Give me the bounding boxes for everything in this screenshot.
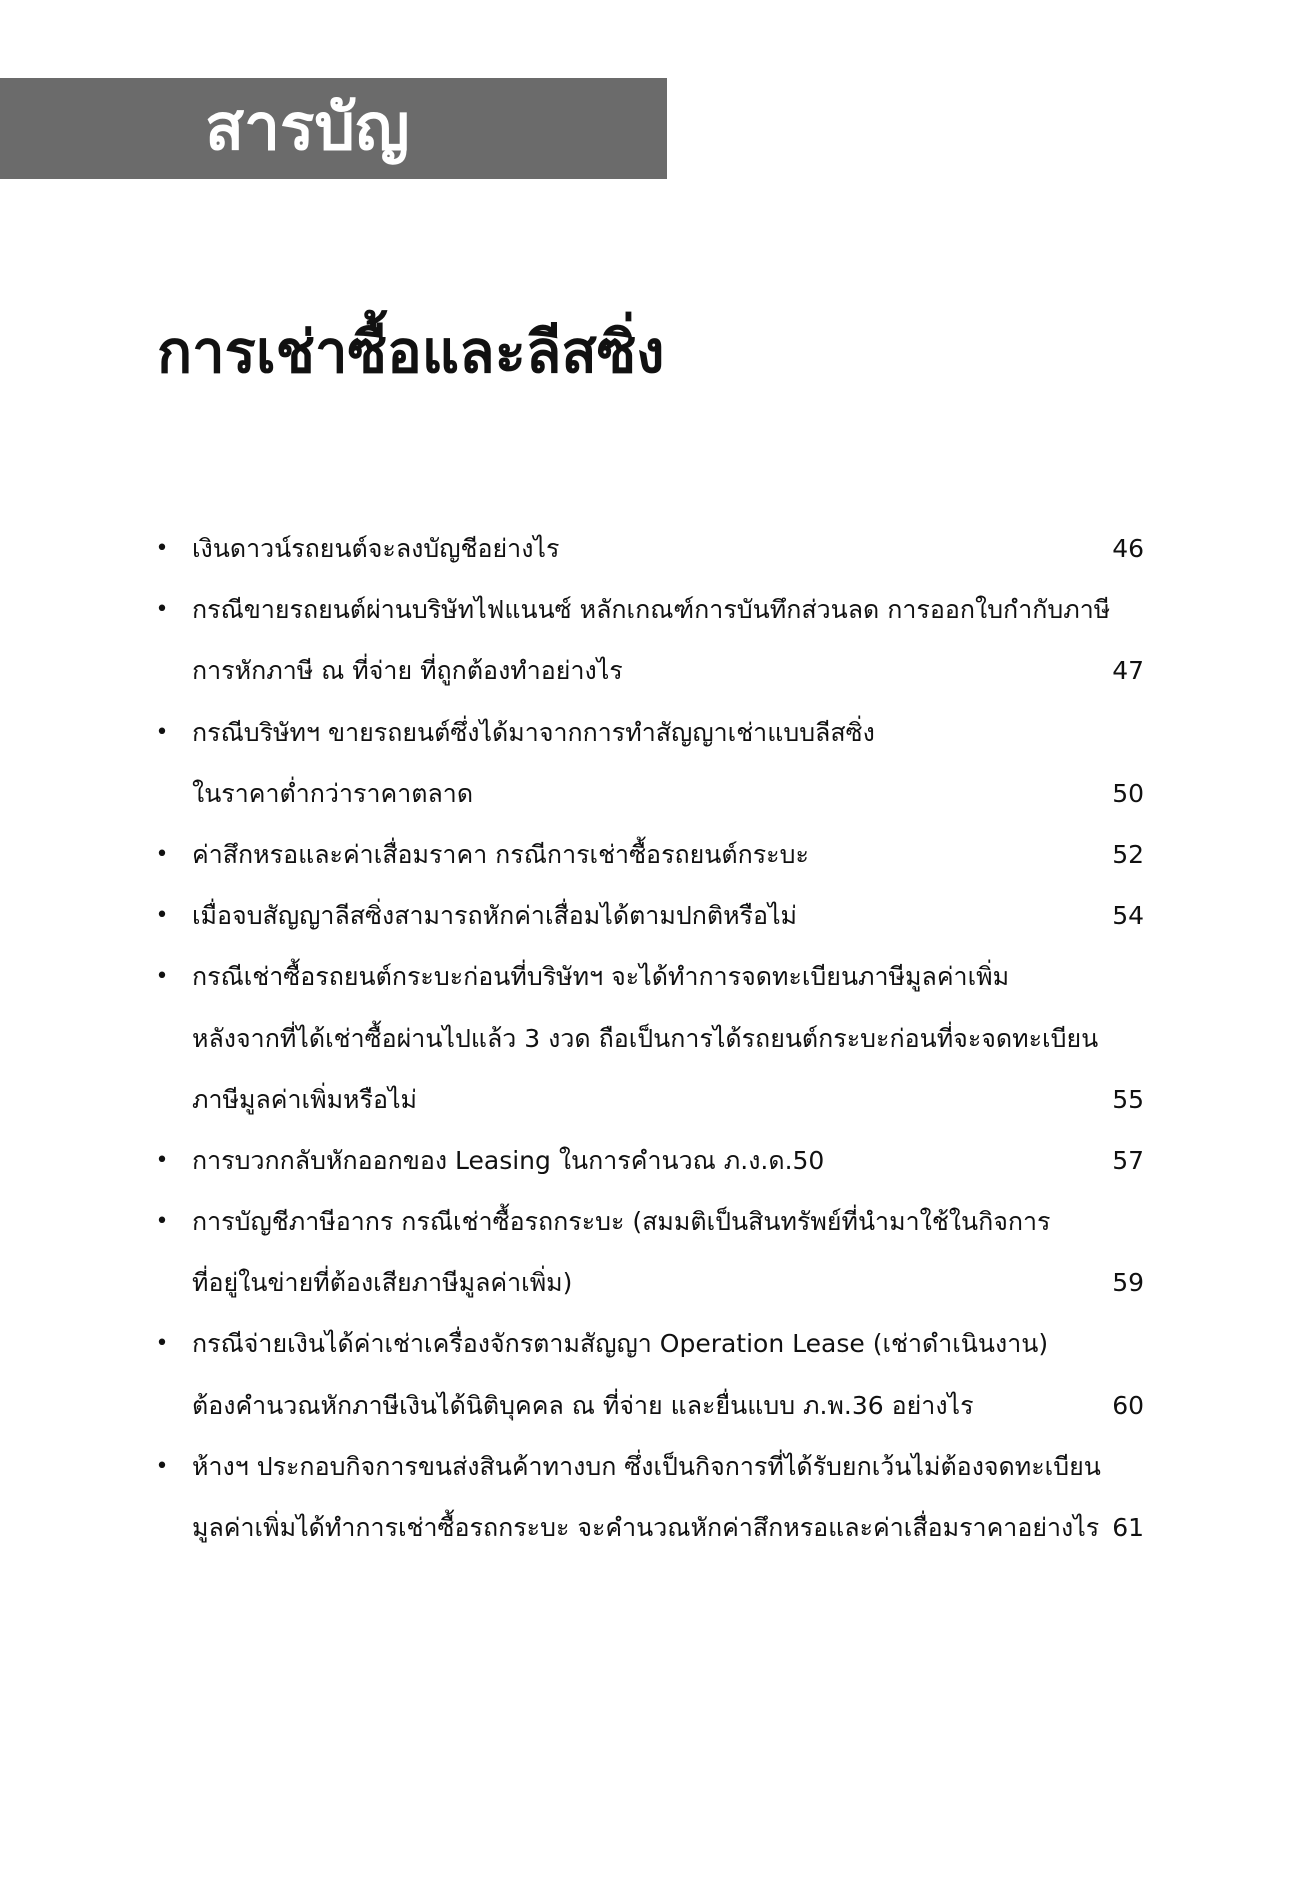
toc-entry[interactable] bbox=[152, 702, 1144, 824]
toc-page-number: 54 bbox=[1112, 901, 1144, 931]
toc-entry-text: กรณีจ่ายเงินได้ค่าเช่าเครื่องจักรตามสัญญา Operation Lease (เช่าดำเนินงาน) bbox=[192, 1329, 1049, 1359]
toc-entry-line bbox=[152, 1497, 1144, 1558]
toc-entry-line bbox=[152, 518, 1144, 579]
toc-entry-text: กรณีเช่าซื้อรถยนต์กระบะก่อนที่บริษัทฯ จะได้ทำการจดทะเบียนภาษีมูลค่าเพิ่ม bbox=[192, 962, 1010, 992]
toc-entry-line bbox=[152, 1252, 1144, 1313]
toc-entry[interactable] bbox=[152, 1436, 1144, 1558]
toc-entry-text: หลังจากที่ได้เช่าซื้อผ่านไปแล้ว 3 งวด ถือเป็นการได้รถยนต์กระบะก่อนที่จะจดทะเบียน bbox=[192, 1023, 1099, 1053]
toc-entry-line bbox=[152, 579, 1144, 640]
toc-page-number: 52 bbox=[1112, 839, 1144, 869]
toc-entry-text: ค่าสึกหรอและค่าเสื่อมราคา กรณีการเช่าซื้อรถยนต์กระบะ bbox=[192, 839, 809, 869]
toc-entry-line bbox=[152, 1375, 1144, 1436]
toc-entry-text: เงินดาวน์รถยนต์จะลงบัญชีอย่างไร bbox=[192, 534, 560, 563]
toc-entry[interactable] bbox=[152, 518, 1144, 579]
toc-page-number: 60 bbox=[1112, 1390, 1144, 1420]
toc-entry[interactable] bbox=[152, 579, 1144, 701]
toc-entry-line bbox=[152, 1436, 1144, 1497]
bullet-icon: • bbox=[155, 903, 169, 929]
toc-entry-text: การบวกกลับหักออกของ Leasing ในการคำนวณ ภ.ง.ด.50 bbox=[192, 1145, 825, 1175]
bullet-icon: • bbox=[155, 1453, 169, 1479]
toc-page-number: 59 bbox=[1112, 1268, 1144, 1298]
toc-entry-text: ที่อยู่ในข่ายที่ต้องเสียภาษีมูลค่าเพิ่ม) bbox=[192, 1268, 573, 1298]
toc-entry-line bbox=[152, 763, 1144, 824]
toc-entry-line bbox=[152, 1008, 1144, 1069]
toc-entry-text: ภาษีมูลค่าเพิ่มหรือไม่ bbox=[192, 1084, 418, 1114]
toc-page-number: 46 bbox=[1112, 534, 1144, 563]
toc-entry-text: การหักภาษี ณ ที่จ่าย ที่ถูกต้องทำอย่างไร bbox=[192, 656, 623, 686]
toc-page-number: 47 bbox=[1112, 656, 1144, 686]
toc-page-number: 50 bbox=[1112, 778, 1144, 808]
bullet-icon: • bbox=[155, 1147, 169, 1173]
bullet-icon: • bbox=[155, 841, 169, 867]
toc-entry-line bbox=[152, 885, 1144, 946]
toc-entry-text: ต้องคำนวณหักภาษีเงินได้นิติบุคคล ณ ที่จ่าย และยื่นแบบ ภ.พ.36 อย่างไร bbox=[192, 1390, 974, 1420]
bullet-icon: • bbox=[155, 964, 169, 990]
toc-entry-text: ห้างฯ ประกอบกิจการขนส่งสินค้าทางบก ซึ่งเป็นกิจการที่ได้รับยกเว้นไม่ต้องจดทะเบียน bbox=[192, 1451, 1101, 1481]
section-title: การเช่าซื้อและลีสซิ่ง bbox=[157, 318, 665, 386]
toc-entry-line bbox=[152, 1191, 1144, 1252]
toc-page-number: 61 bbox=[1112, 1513, 1144, 1542]
toc-entry-line bbox=[152, 946, 1144, 1007]
bullet-icon: • bbox=[155, 536, 169, 561]
toc-page-number: 55 bbox=[1112, 1084, 1144, 1114]
toc-entry[interactable] bbox=[152, 824, 1144, 885]
page-heading: สารบัญ bbox=[205, 91, 410, 165]
bullet-icon: • bbox=[155, 1331, 169, 1357]
toc-entry-text: กรณีบริษัทฯ ขายรถยนต์ซึ่งได้มาจากการทำสัญญาเช่าแบบลีสซิ่ง bbox=[192, 717, 875, 747]
toc-entry-line bbox=[152, 1069, 1144, 1130]
toc-entry-line bbox=[152, 1313, 1144, 1374]
toc-entry[interactable] bbox=[152, 885, 1144, 946]
toc-entry-text: ในราคาต่ำกว่าราคาตลาด bbox=[192, 778, 474, 808]
toc-entry-text: การบัญชีภาษีอากร กรณีเช่าซื้อรถกระบะ (สมมติเป็นสินทรัพย์ที่นำมาใช้ในกิจการ bbox=[192, 1207, 1051, 1237]
toc-entry[interactable] bbox=[152, 1130, 1144, 1191]
toc-entry[interactable] bbox=[152, 1313, 1144, 1435]
table-of-contents bbox=[152, 518, 1144, 1558]
toc-page-number: 57 bbox=[1112, 1145, 1144, 1175]
toc-entry-line bbox=[152, 640, 1144, 701]
bullet-icon: • bbox=[155, 597, 169, 623]
toc-entry[interactable] bbox=[152, 946, 1144, 1130]
toc-entry-text: กรณีขายรถยนต์ผ่านบริษัทไฟแนนซ์ หลักเกณฑ์การบันทึกส่วนลด การออกใบกำกับภาษี bbox=[192, 595, 1111, 625]
toc-entry-text: มูลค่าเพิ่มได้ทำการเช่าซื้อรถกระบะ จะคำนวณหักค่าสึกหรอและค่าเสื่อมราคาอย่างไร bbox=[192, 1513, 1100, 1542]
toc-entry[interactable] bbox=[152, 1191, 1144, 1313]
toc-entry-line bbox=[152, 1130, 1144, 1191]
toc-entry-line bbox=[152, 824, 1144, 885]
bullet-icon: • bbox=[155, 1209, 169, 1235]
header-band bbox=[0, 78, 667, 179]
toc-entry-line bbox=[152, 702, 1144, 763]
toc-entry-text: เมื่อจบสัญญาลีสซิ่งสามารถหักค่าเสื่อมได้ตามปกติหรือไม่ bbox=[192, 901, 798, 931]
bullet-icon: • bbox=[155, 719, 169, 745]
